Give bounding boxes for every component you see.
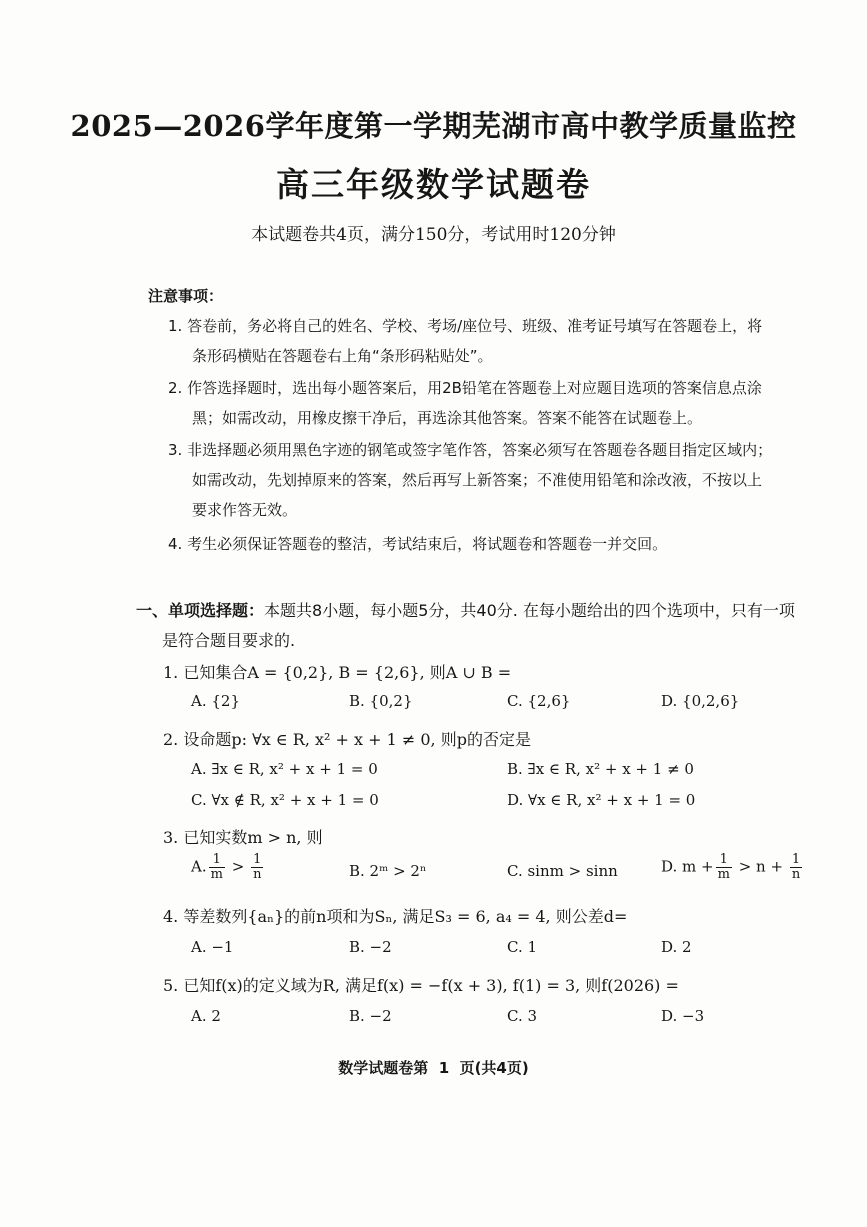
denominator: m <box>717 867 730 882</box>
question-5-option-b: B. −2 <box>349 1007 392 1025</box>
question-1-option-b: B. {0,2} <box>349 692 413 710</box>
question-5-option-c: C. 3 <box>507 1007 538 1025</box>
numerator: 1 <box>790 853 802 868</box>
notice-item-2 <box>168 373 818 433</box>
notice-line: 黑；如需改动，用橡皮擦干净后，再选涂其他答案。答案不能答在试题卷上。 <box>192 409 703 427</box>
fraction <box>790 853 802 882</box>
operator: > n + <box>738 857 784 876</box>
question-3-stem: 3. 已知实数m > n, 则 <box>163 828 323 847</box>
numerator: 1 <box>251 853 263 868</box>
notice-item-1 <box>168 311 818 371</box>
fraction <box>209 853 225 882</box>
question-2-option-a: A. ∃x ∈ R, x² + x + 1 = 0 <box>191 760 378 778</box>
denominator: n <box>253 867 262 882</box>
exam-subtitle: 高三年级数学试题卷 <box>276 165 591 204</box>
question-5-option-a: A. 2 <box>191 1007 221 1025</box>
page-footer: 数学试题卷第 1 页(共4页) <box>338 1059 529 1077</box>
section-label: 一、 <box>136 601 169 620</box>
exam-title: 2025—2026学年度第一学期芜湖市高中教学质量监控 <box>70 109 797 143</box>
question-1-stem: 1. 已知集合A = {0,2}, B = {2,6}, 则A ∪ B = <box>163 663 512 682</box>
notice-item-3 <box>168 435 818 525</box>
notice-line: 3. 非选择题必须用黑色字迹的钢笔或签字笔作答，答案必须写在答题卷各题目指定区域内； <box>168 441 773 459</box>
question-2-option-b: B. ∃x ∈ R, x² + x + 1 ≠ 0 <box>507 760 694 778</box>
section-header <box>136 596 826 656</box>
denominator: n <box>791 867 801 882</box>
notice-line: 条形码横贴在答题卷右上角“条形码粘贴处”。 <box>192 347 493 365</box>
question-3-option-b: B. 2ᵐ > 2ⁿ <box>349 862 427 880</box>
notice-line: 4. 考生必须保证答题卷的整洁，考试结束后，将试题卷和答题卷一并交回。 <box>168 535 668 553</box>
question-1-option-c: C. {2,6} <box>507 692 571 710</box>
question-3-option-d <box>661 853 804 882</box>
question-4-option-b: B. −2 <box>349 938 392 956</box>
question-5-option-d: D. −3 <box>661 1007 705 1025</box>
notice-line: 1. 答卷前，务必将自己的姓名、学校、考场/座位号、班级、准考证号填写在答题卷上，将 <box>168 317 763 335</box>
option-letter: A. <box>191 857 207 876</box>
section-desc-1: 本题共8小题，每小题5分，共40分. 在每小题给出的四个选项中，只有一项 <box>264 601 795 620</box>
numerator: 1 <box>716 853 732 868</box>
question-4-option-d: D. 2 <box>661 938 692 956</box>
notice-heading: 注意事项： <box>148 287 224 305</box>
denominator: m <box>210 867 223 882</box>
notice-item-4 <box>168 529 818 559</box>
exam-info: 本试题卷共4页，满分150分，考试用时120分钟 <box>251 225 616 245</box>
notice-line: 要求作答无效。 <box>192 501 298 519</box>
question-4-option-c: C. 1 <box>507 938 538 956</box>
question-2-option-c: C. ∀x ∉ R, x² + x + 1 = 0 <box>191 791 379 809</box>
question-2-option-d: D. ∀x ∈ R, x² + x + 1 = 0 <box>507 791 696 809</box>
numerator: 1 <box>209 853 225 868</box>
question-3-option-a <box>191 853 265 882</box>
option-text: D. m + <box>661 857 714 876</box>
question-4-stem: 4. 等差数列{aₙ}的前n项和为Sₙ, 满足S₃ = 6, a₄ = 4, 则公差d= <box>163 907 628 926</box>
question-2-stem: 2. 设命题p: ∀x ∈ R, x² + x + 1 ≠ 0, 则p的否定是 <box>163 730 531 749</box>
section-desc-2: 是符合题目要求的. <box>162 631 296 650</box>
fraction <box>251 853 263 882</box>
notice-line: 2. 作答选择题时，选出每小题答案后，用2B铅笔在答题卷上对应题目选项的答案信息点涂 <box>168 379 762 397</box>
notice-line: 如需改动，先划掉原来的答案，然后再写上新答案；不准使用铅笔和涂改液，不按以上 <box>192 471 763 489</box>
question-4-option-a: A. −1 <box>191 938 234 956</box>
question-1-option-a: A. {2} <box>191 692 240 710</box>
question-3-option-c: C. sinm > sinn <box>507 862 618 880</box>
section-heading: 单项选择题： <box>168 601 265 620</box>
question-5-stem: 5. 已知f(x)的定义域为R, 满足f(x) = −f(x + 3), f(1) = 3, 则f(2026) = <box>163 976 679 995</box>
question-1-option-d: D. {0,2,6} <box>661 692 740 710</box>
operator: > <box>231 857 245 876</box>
fraction <box>716 853 732 882</box>
